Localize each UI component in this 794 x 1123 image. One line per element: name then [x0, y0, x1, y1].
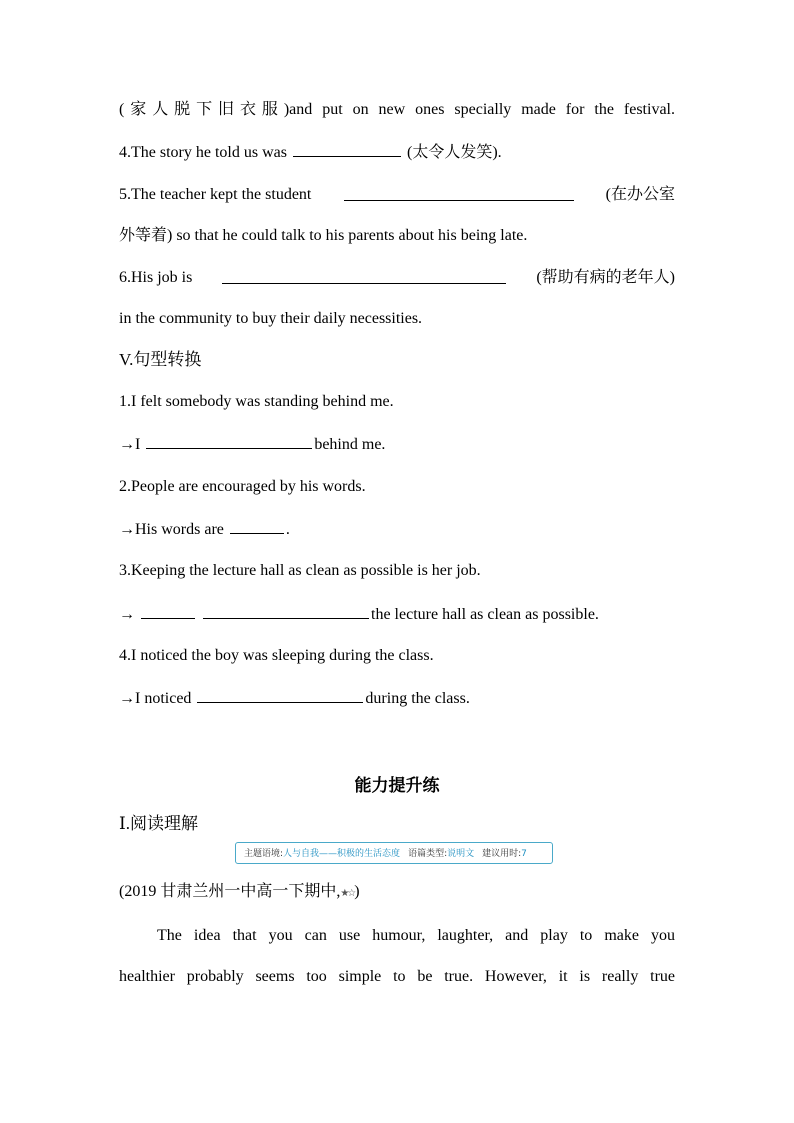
answer-blank[interactable]: [203, 603, 369, 619]
answer-suffix: .: [285, 520, 290, 538]
question-6-cont: in the community to buy their daily necessities.: [119, 309, 423, 327]
answer-suffix: during the class.: [365, 690, 470, 708]
answer-blank[interactable]: [197, 687, 363, 703]
answer-suffix: behind me.: [314, 436, 386, 454]
section-title-5: V.句型转换: [119, 350, 202, 370]
source-line: [119, 882, 675, 904]
question-4: [119, 141, 675, 163]
transform-q1: 1.I felt somebody was standing behind me.: [119, 392, 394, 410]
question-6-text: 6.His job is: [119, 268, 193, 286]
answer-blank[interactable]: [141, 603, 195, 619]
section-title-reading: Ⅰ.阅读理解: [119, 814, 198, 834]
question-4-hint: (太令人发笑).: [406, 144, 502, 162]
passage-line-1: The idea that you can use humour, laughter, and play to make you: [157, 926, 675, 944]
difficulty-stars-icon: ★☆: [340, 888, 355, 900]
transform-q2: 2.People are encouraged by his words.: [119, 477, 366, 495]
source-close: ): [354, 883, 360, 901]
topic-label: 主题语境:: [244, 849, 284, 860]
answer-blank[interactable]: [222, 268, 506, 284]
question-5-cont: 外等着) so that he could talk to his parents about his being late.: [119, 227, 528, 245]
transform-a1: [119, 433, 675, 455]
question-5-text: 5.The teacher kept the student: [119, 185, 312, 203]
answer-blank[interactable]: [293, 141, 401, 157]
text-line-1: (家人脱下旧衣服)and put on new ones specially made for the festival.: [119, 101, 675, 118]
transform-q3: 3.Keeping the lecture hall as clean as possible is her job.: [119, 562, 481, 580]
practice-title: 能力提升练: [354, 776, 440, 796]
time-value: 7: [521, 849, 527, 860]
transform-q4: 4.I noticed the boy was sleeping during the class.: [119, 647, 434, 665]
transform-a2: [119, 518, 675, 540]
answer-blank[interactable]: [146, 433, 312, 449]
question-4-text: 4.The story he told us was: [119, 144, 287, 162]
question-5-hint: (在办公室: [605, 185, 675, 203]
question-6-hint: (帮助有病的老年人): [536, 268, 675, 286]
answer-blank[interactable]: [230, 518, 284, 534]
topic-box: [235, 842, 553, 864]
type-label: 语篇类型:: [408, 849, 448, 860]
arrow-text: →His words are: [119, 520, 224, 538]
passage-line-2: healthier probably seems too simple to be true. However, it is really true: [119, 968, 675, 986]
time-label: 建议用时:: [482, 849, 522, 860]
arrow-text: →: [119, 605, 135, 623]
answer-suffix: the lecture hall as clean as possible.: [371, 605, 599, 623]
arrow-text: →I noticed: [119, 690, 192, 708]
type-value: 说明文: [447, 849, 475, 860]
worksheet-page: [119, 100, 675, 1009]
transform-a4: [119, 687, 675, 709]
arrow-text: →I: [119, 436, 141, 454]
question-5: [119, 185, 675, 205]
topic-value: 人与自我——积极的生活态度: [283, 849, 401, 860]
source-text: (2019 甘肃兰州一中高一下期中,: [119, 883, 341, 901]
question-6: [119, 268, 675, 288]
answer-blank[interactable]: [344, 185, 574, 201]
transform-a3: [119, 603, 675, 625]
